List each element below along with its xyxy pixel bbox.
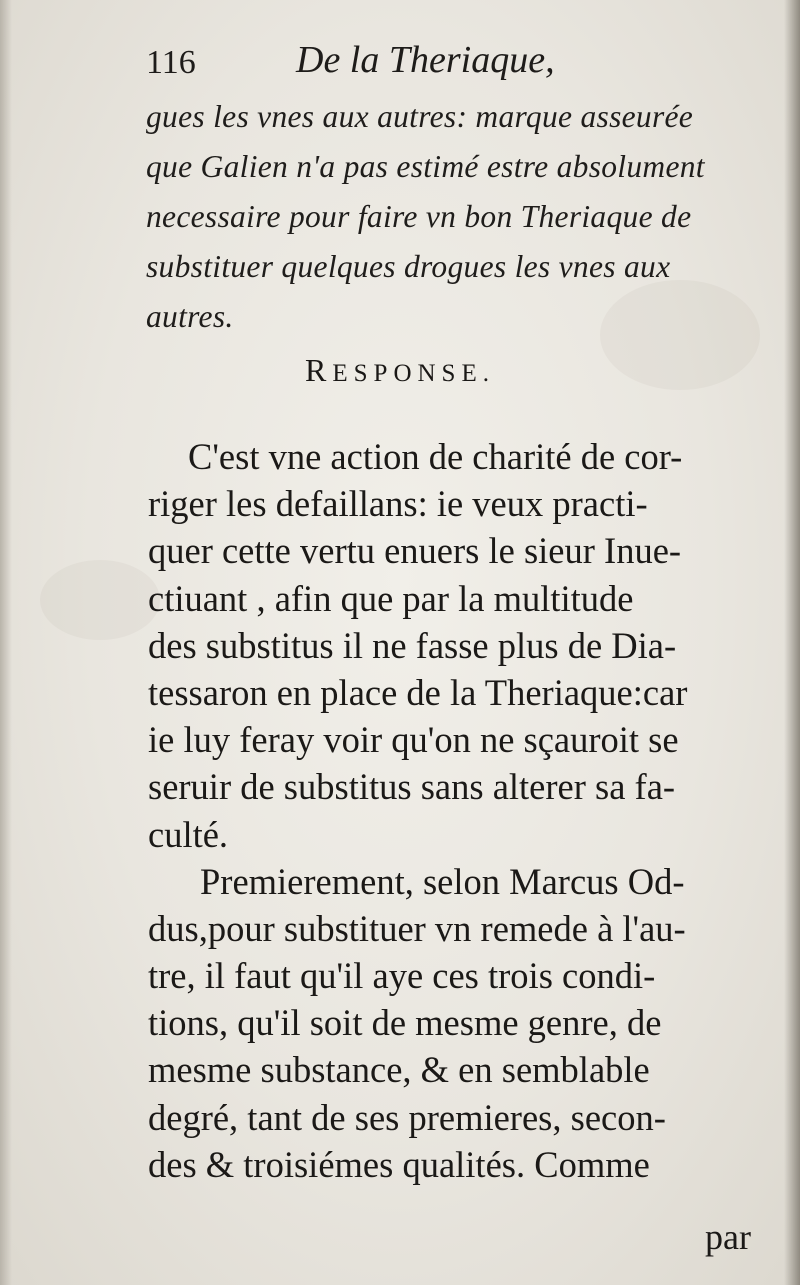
text-line: degré, tant de ses premieres, secon- <box>148 1096 666 1138</box>
response-body <box>148 433 768 1188</box>
page-edge-right <box>784 0 800 1285</box>
text-line: tessaron en place de la Theriaque:car <box>148 671 688 713</box>
text-line: seruir de substitus sans alterer sa fa- <box>148 766 676 808</box>
section-heading <box>0 352 800 389</box>
text-line: des & troisiémes qualités. Comme <box>148 1143 650 1185</box>
heading-initial: R <box>305 352 333 388</box>
text-line: culté. <box>148 813 229 855</box>
page-gutter-left <box>0 0 12 1285</box>
text-line: Premierement, selon Marcus Od- <box>200 860 685 902</box>
question-paragraph <box>146 92 766 342</box>
catchword: par <box>705 1217 751 1257</box>
text-line: substituer quelques drogues les vnes aux <box>146 249 671 284</box>
text-line: quer cette vertu enuers le sieur Inue- <box>148 530 682 572</box>
text-line: tions, qu'il soit de mesme genre, de <box>148 1002 662 1044</box>
page-number: 116 <box>146 44 196 81</box>
text-line: gues les vnes aux autres: marque asseurée <box>146 99 694 134</box>
text-line: des substitus il ne fasse plus de Dia- <box>148 624 677 666</box>
text-line: necessaire pour faire vn bon Theriaque de <box>146 199 692 234</box>
text-line: ie luy feray voir qu'on ne sçauroit se <box>148 719 679 761</box>
text-line: autres. <box>146 299 234 334</box>
text-line: ctiuant , afin que par la multitude <box>148 577 634 619</box>
heading-rest: ESPONSE. <box>332 360 495 387</box>
text-line: que Galien n'a pas estimé estre absolument <box>146 149 705 184</box>
text-line: dus,pour substituer vn remede à l'au- <box>148 907 686 949</box>
running-title: De la Theriaque, <box>296 39 555 81</box>
text-line: C'est vne action de charité de cor- <box>188 436 683 477</box>
text-line: mesme substance, & en semblable <box>148 1049 650 1091</box>
page-header <box>146 38 766 88</box>
paper-stain <box>40 560 160 640</box>
text-line: tre, il faut qu'il aye ces trois condi- <box>148 955 656 997</box>
text-line: riger les defaillans: ie veux practi- <box>148 483 648 525</box>
